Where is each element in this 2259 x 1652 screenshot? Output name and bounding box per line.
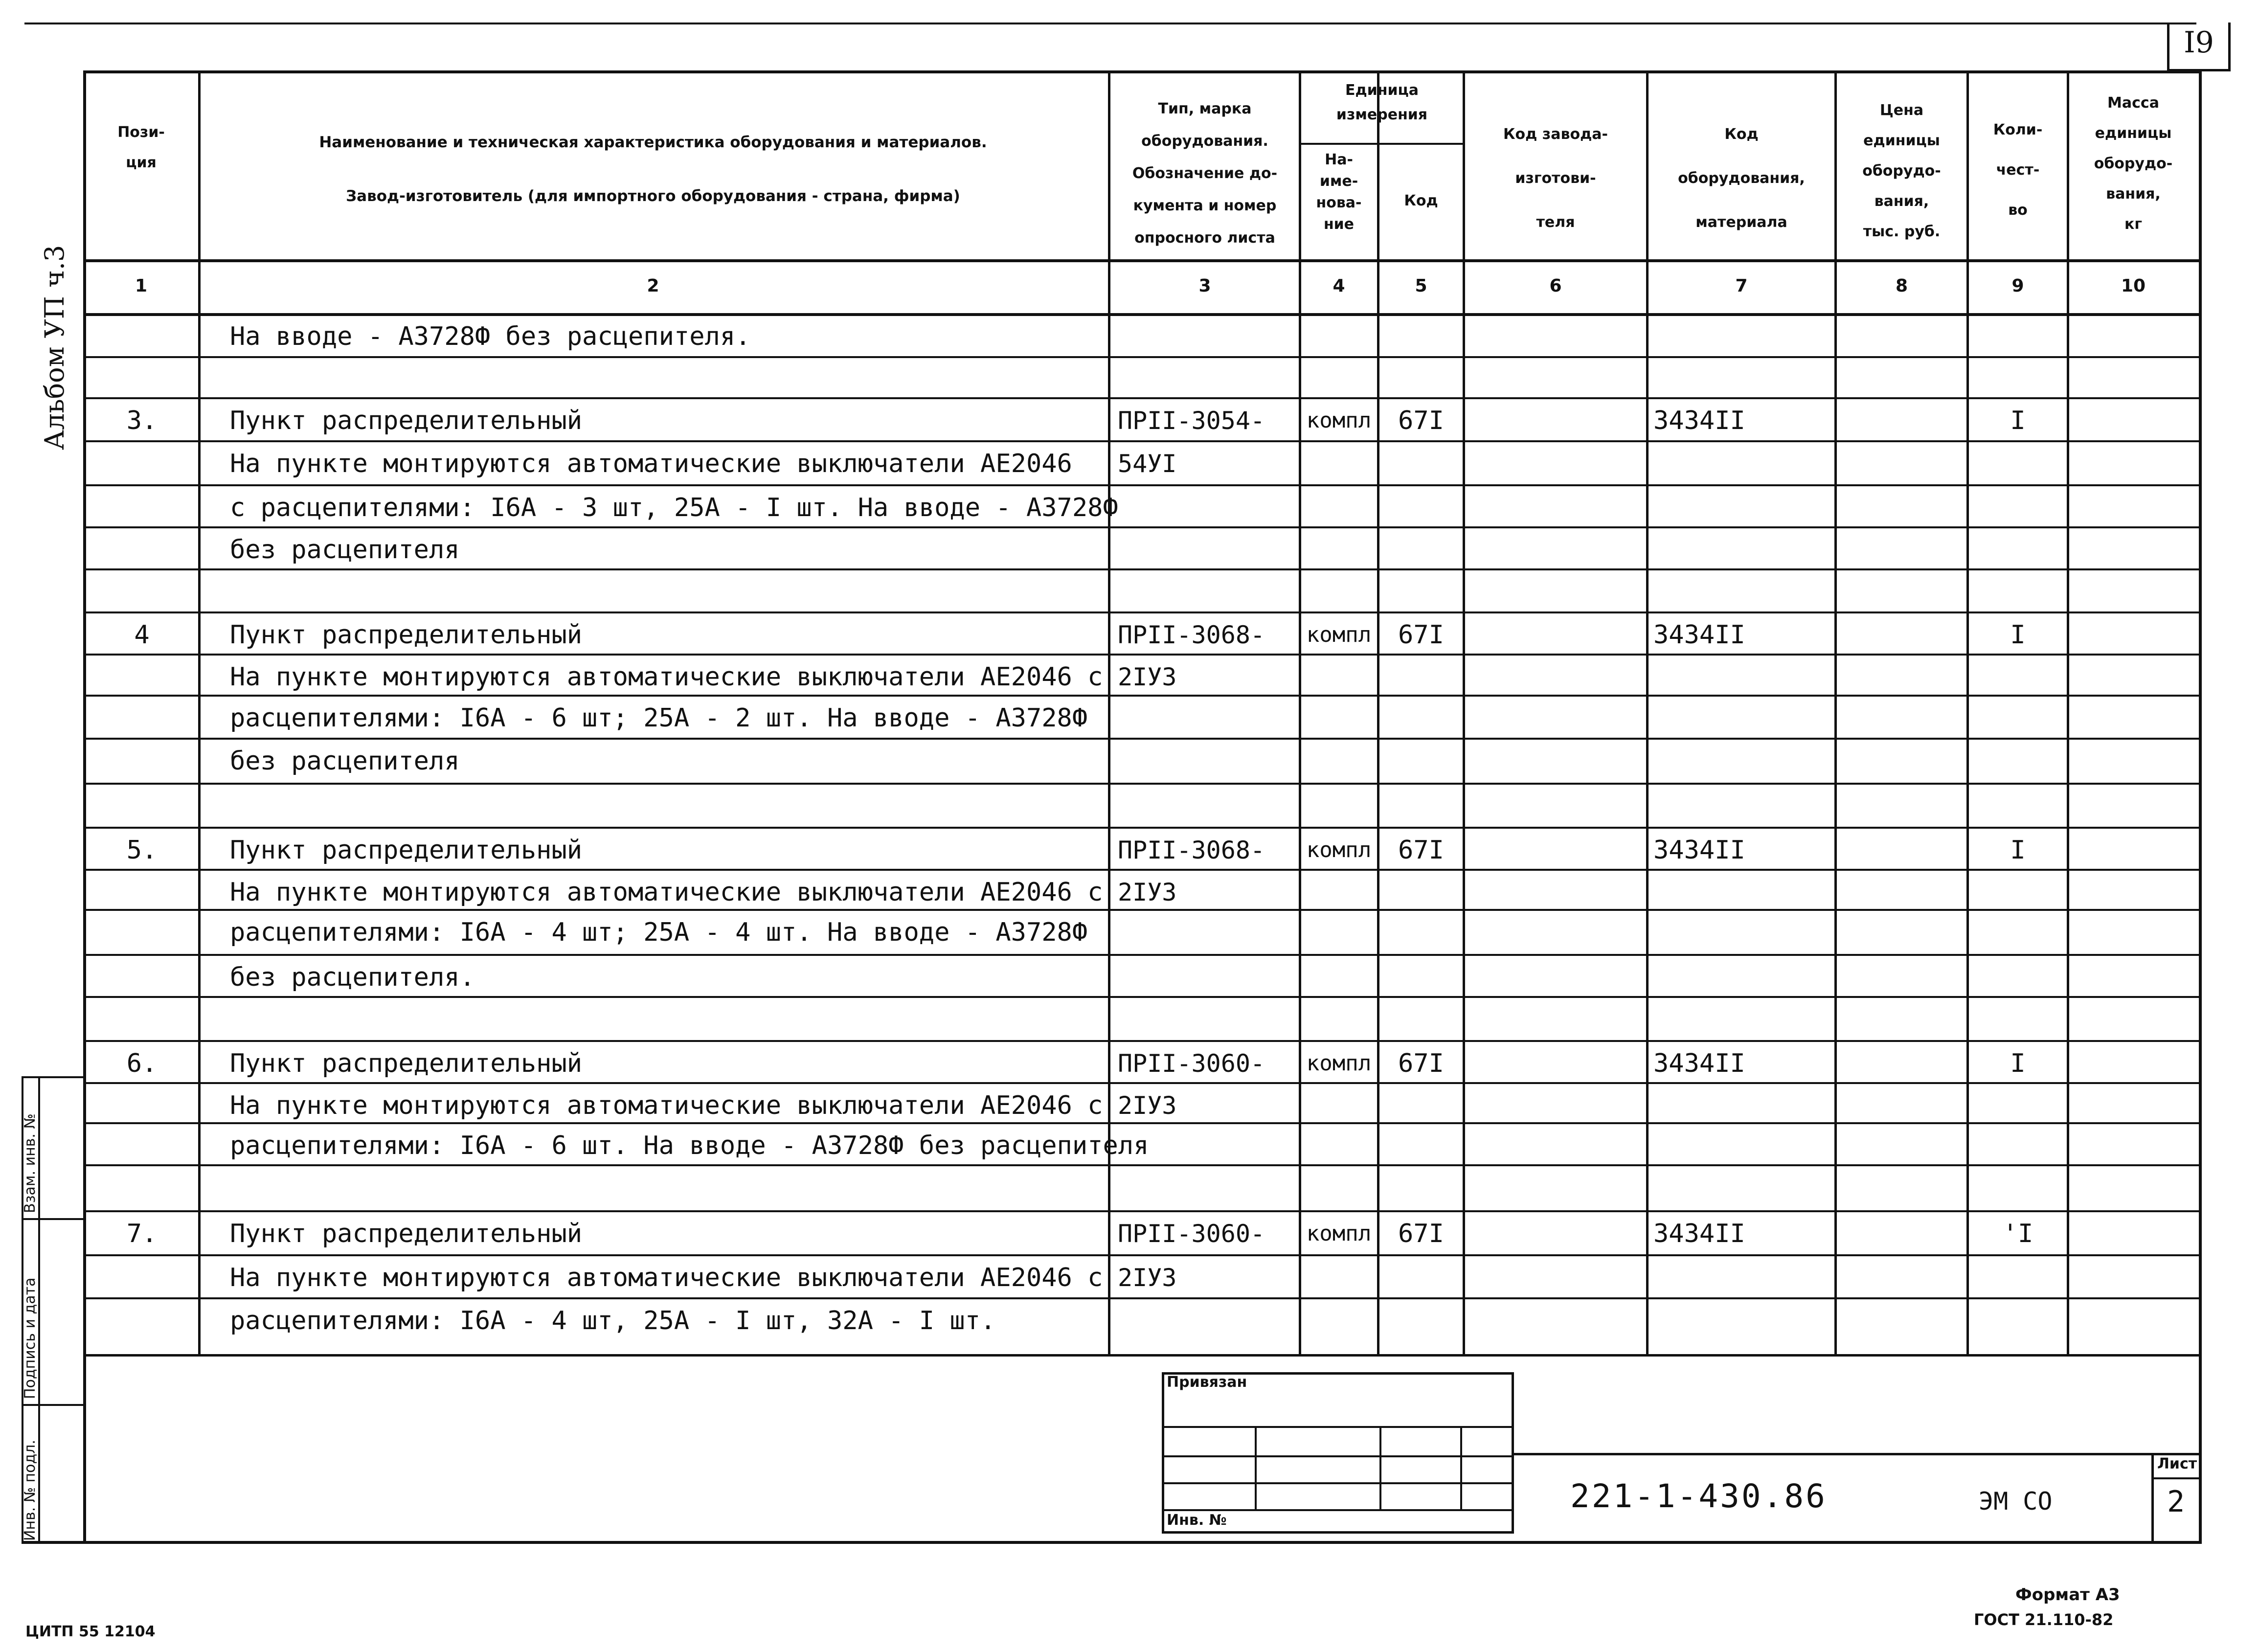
col-number-6: 6 [1549, 276, 1562, 296]
album-label: Альбом УП ч.3 [39, 245, 70, 450]
header-text: Масса [2107, 94, 2159, 112]
header-unit-code: Код [1404, 192, 1438, 209]
frame-right [2199, 70, 2202, 1543]
row-position: 6. [126, 1049, 158, 1078]
header-text: Наименование и техническая характеристика оборудования и материалов. [319, 134, 987, 151]
binding-stamp-label: Привязан [1167, 1374, 1247, 1391]
header-unit-mass [2069, 88, 2197, 240]
stamp-line [1162, 1509, 1514, 1511]
unit-group-divider [1299, 143, 1463, 145]
left-strip-sep-3 [22, 1404, 85, 1406]
row-name: расцепителями: I6А - 4 шт, 25А - I шт, 32А - I шт. [230, 1306, 996, 1335]
row-type: 2IУ3 [1118, 1264, 1177, 1292]
header-text: Единица [1345, 82, 1419, 99]
row-name: без расцепителя [230, 747, 460, 776]
header-type [1111, 93, 1298, 254]
frame-bottom [22, 1541, 2202, 1544]
header-text: оборудования, [1678, 170, 1805, 187]
header-text: оборудо- [2094, 155, 2173, 172]
row-unit: компл [1306, 622, 1372, 647]
header-text: ние [1323, 216, 1355, 233]
sheet-value: 2 [2167, 1485, 2185, 1519]
row-name: расцепителями: I6А - 6 шт. На вводе - А3728Ф без расцепителя [230, 1131, 1149, 1160]
header-text: Цена [1879, 102, 1924, 119]
row-name: с расцепителями: I6А - 3 шт, 25А - I шт. На вводе - А3728Ф [230, 493, 1118, 522]
row-name: На пункте монтируются автоматические выключатели АЕ2046 [230, 449, 1072, 478]
side-stamp-replace-inv: Взам. инв. № [22, 1113, 39, 1213]
row-name: без расцепителя. [230, 963, 475, 992]
row-unit-code: 67I [1398, 620, 1444, 650]
header-text: име- [1319, 173, 1358, 190]
doc-section: ЭМ СО [1979, 1487, 2053, 1516]
top-border-line [24, 23, 2196, 24]
row-quantity: I [2010, 1049, 2026, 1078]
header-text: оборудо- [1862, 162, 1941, 180]
row-equipment-code: 3434II [1653, 836, 1745, 865]
header-text: тыс. руб. [1863, 223, 1941, 240]
header-text: вания, [2106, 185, 2161, 203]
row-unit: компл [1306, 1051, 1372, 1076]
row-quantity: I [2010, 620, 2026, 650]
row-unit-code: 67I [1398, 1219, 1444, 1248]
header-position [86, 117, 196, 178]
row-unit: компл [1306, 1221, 1372, 1246]
col-number-3: 3 [1198, 276, 1211, 296]
row-type: ПРII-3060- [1118, 1049, 1265, 1078]
title-block-top [1514, 1453, 2201, 1455]
row-unit: компл [1306, 408, 1372, 433]
row-position: 7. [126, 1219, 158, 1248]
col-number-4: 4 [1333, 276, 1345, 296]
header-equipment-code [1649, 113, 1834, 245]
col-number-5: 5 [1415, 276, 1427, 296]
header-text: изготови- [1515, 170, 1596, 187]
header-text: опросного листа [1134, 229, 1275, 247]
row-type: ПРII-3068- [1118, 621, 1265, 649]
header-text: Код [1724, 126, 1759, 143]
row-equipment-code: 3434II [1653, 1219, 1745, 1248]
row-position: 4 [134, 620, 150, 650]
row-position: 3. [126, 406, 158, 435]
row-name: На вводе - А3728Ф без расцепителя. [230, 322, 751, 351]
header-text: теля [1536, 214, 1575, 231]
row-name: расцепителями: I6А - 4 шт; 25А - 4 шт. На вводе - А3728Ф [230, 918, 1088, 947]
header-text: Обозначение до- [1132, 165, 1278, 182]
header-factory-code [1465, 113, 1646, 245]
row-type: 54УI [1118, 450, 1177, 478]
header-name [198, 115, 1108, 223]
row-type: 2IУ3 [1118, 663, 1177, 691]
row-type: ПРII-3060- [1118, 1220, 1265, 1248]
header-text: оборудования. [1141, 133, 1268, 150]
header-quantity [1969, 110, 2067, 230]
side-stamp-signature-date: Подпись и дата [22, 1277, 39, 1399]
header-text: На- [1325, 151, 1353, 168]
header-text: кумента и номер [1133, 197, 1277, 214]
header-text: единицы [1863, 132, 1940, 149]
row-name: без расцепителя [230, 535, 460, 565]
header-text: Код завода- [1503, 126, 1608, 143]
row-type: ПРII-3054- [1118, 407, 1265, 435]
row-name: На пункте монтируются автоматические выключатели АЕ2046 с [230, 1263, 1103, 1292]
header-text: Коли- [1993, 121, 2043, 138]
row-unit: компл [1306, 837, 1372, 862]
row-quantity: I [2010, 406, 2026, 435]
stamp-line [1379, 1426, 1381, 1509]
table-bottom [86, 1354, 2199, 1357]
col-number-9: 9 [2011, 276, 2024, 296]
left-strip-sep-2 [22, 1218, 85, 1220]
row-name: расцепителями: I6А - 6 шт; 25А - 2 шт. На вводе - А3728Ф [230, 703, 1088, 733]
col-number-10: 10 [2121, 276, 2146, 296]
header-text: чест- [1996, 161, 2040, 179]
row-unit-code: 67I [1398, 1049, 1444, 1078]
header-text: кг [2124, 216, 2143, 233]
header-text: Пози- [117, 124, 165, 141]
row-unit-code: 67I [1398, 406, 1444, 435]
header-text: Завод-изготовитель (для импортного оборудования - страна, фирма) [346, 187, 960, 205]
row-name: Пункт распределительный [230, 1219, 583, 1248]
header-unit-group [1301, 78, 1463, 127]
row-equipment-code: 3434II [1653, 406, 1745, 435]
row-type: 2IУ3 [1118, 1091, 1177, 1120]
col-number-1: 1 [135, 276, 148, 296]
gost-label: ГОСТ 21.110-82 [1974, 1610, 2114, 1629]
stamp-line [1460, 1426, 1462, 1509]
sheet-cell-left [2151, 1453, 2154, 1541]
row-type: ПРII-3068- [1118, 836, 1265, 864]
row-quantity: 'I [2002, 1219, 2033, 1248]
row-name: Пункт распределительный [230, 836, 583, 865]
header-unit-name [1301, 149, 1377, 235]
row-equipment-code: 3434II [1653, 1049, 1745, 1078]
col-number-7: 7 [1735, 276, 1748, 296]
sheet-label: Лист [2157, 1455, 2197, 1472]
side-stamp-orig-inv: Инв. № подл. [22, 1440, 39, 1541]
stamp-inv-label: Инв. № [1167, 1512, 1227, 1529]
doc-code: 221-1-430.86 [1570, 1477, 1827, 1515]
row-equipment-code: 3434II [1653, 620, 1745, 650]
header-text: вания, [1874, 193, 1929, 210]
left-strip-sep-1 [22, 1076, 85, 1078]
row-name: Пункт распределительный [230, 406, 583, 435]
row-name: Пункт распределительный [230, 1049, 583, 1078]
row-name: Пункт распределительный [230, 620, 583, 650]
row-name: На пункте монтируются автоматические выключатели АЕ2046 с [230, 878, 1103, 907]
row-quantity: I [2010, 836, 2026, 865]
row-name: На пункте монтируются автоматические выключатели АЕ2046 с [230, 662, 1103, 692]
row-unit-code: 67I [1398, 836, 1444, 865]
frame-top [83, 70, 2201, 73]
header-text: единицы [2095, 125, 2172, 142]
col-number-8: 8 [1895, 276, 1908, 296]
row-type: 2IУ3 [1118, 878, 1177, 906]
header-text: измерения [1336, 106, 1428, 123]
format-label: Формат А3 [2015, 1585, 2120, 1605]
table-row-line [86, 783, 2199, 785]
header-unit-price [1837, 95, 1966, 247]
header-text: Тип, марка [1158, 100, 1252, 117]
col-number-2: 2 [647, 276, 659, 296]
sheet-cell-mid [2151, 1477, 2200, 1479]
header-text: во [2008, 202, 2028, 219]
stamp-line [1255, 1426, 1257, 1509]
header-text: ция [126, 154, 157, 171]
header-text: нова- [1316, 194, 1362, 211]
header-text: материала [1695, 214, 1787, 231]
sheet-number: I9 [2184, 25, 2214, 60]
row-name: На пункте монтируются автоматические выключатели АЕ2046 с [230, 1091, 1103, 1120]
footer-code: ЦИТП 55 12104 [25, 1623, 156, 1640]
row-position: 5. [126, 836, 158, 865]
